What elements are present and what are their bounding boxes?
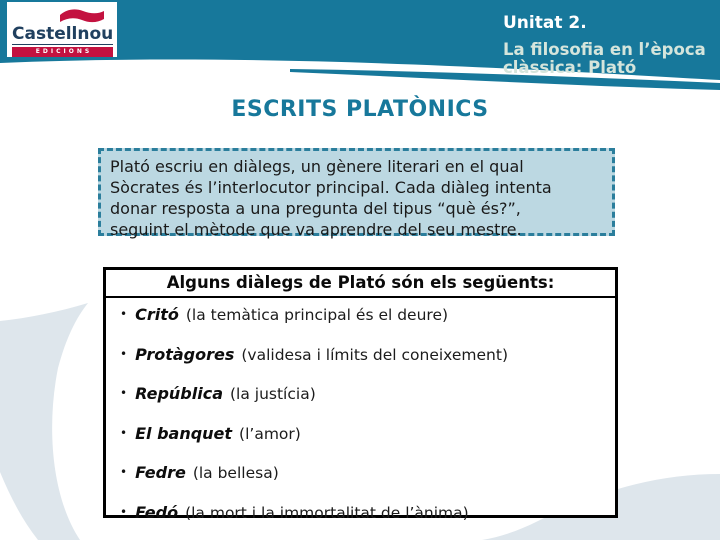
unit-label: Unitat 2. [503,13,587,33]
list-item [120,425,607,444]
bullet-icon: • [120,386,128,400]
dialog-desc: (la temàtica principal és el deure) [185,306,449,324]
brand-name: Castellnou [12,24,114,44]
brand-underline [12,44,113,45]
dialog-desc: (la bellesa) [192,464,279,482]
course-subtitle-line-2: clàssica: Plató [503,57,637,77]
dialog-title: Fedó [135,502,179,522]
brand-edition-bar [12,47,113,57]
list-item [120,464,607,483]
bullet-icon: • [120,465,128,479]
dialogs-heading: Alguns diàlegs de Plató són els següents: [106,270,615,298]
dialog-title: Fedre [135,463,186,482]
dialog-title: El banquet [135,423,233,443]
list-item [120,346,607,365]
intro-line-1: Plató escriu en diàlegs, un gènere literari en el qual [110,157,524,176]
bullet-icon: • [120,346,128,361]
dialog-desc: (la mort i la immortalitat de l’ànima) [185,503,469,522]
list-item [120,504,607,523]
intro-line-2: Sòcrates és l’interlocutor principal. Cada diàleg intenta [110,178,552,197]
list-item [120,385,607,404]
intro-callout [98,148,615,239]
bullet-icon: • [120,307,128,321]
header-text-block [503,12,706,76]
bullet-icon: • [120,504,128,519]
dialog-title: República [135,384,223,403]
brand-logo [7,2,117,57]
dialog-desc: (l’amor) [239,424,301,443]
intro-line-3: donar resposta a una pregunta del tipus “què és?”, [110,199,521,218]
swoosh-left-shape [0,303,88,540]
dialog-title: Protàgores [135,344,235,364]
dialogs-panel [103,267,618,522]
course-subtitle-line-1: La filosofia en l’època [503,40,706,59]
intro-line-4: seguint el mètode que va aprendre del seu mestre. [110,220,522,239]
list-item [120,306,607,325]
dialog-title: Critó [135,305,179,324]
dialog-list [106,298,615,523]
bullet-icon: • [120,425,128,440]
brand-edition-label: EDICIONS [35,48,93,55]
page-title: ESCRITS PLATÒNICS [231,97,489,122]
dialog-desc: (validesa i límits del coneixement) [241,345,508,364]
dialog-desc: (la justícia) [230,385,316,403]
